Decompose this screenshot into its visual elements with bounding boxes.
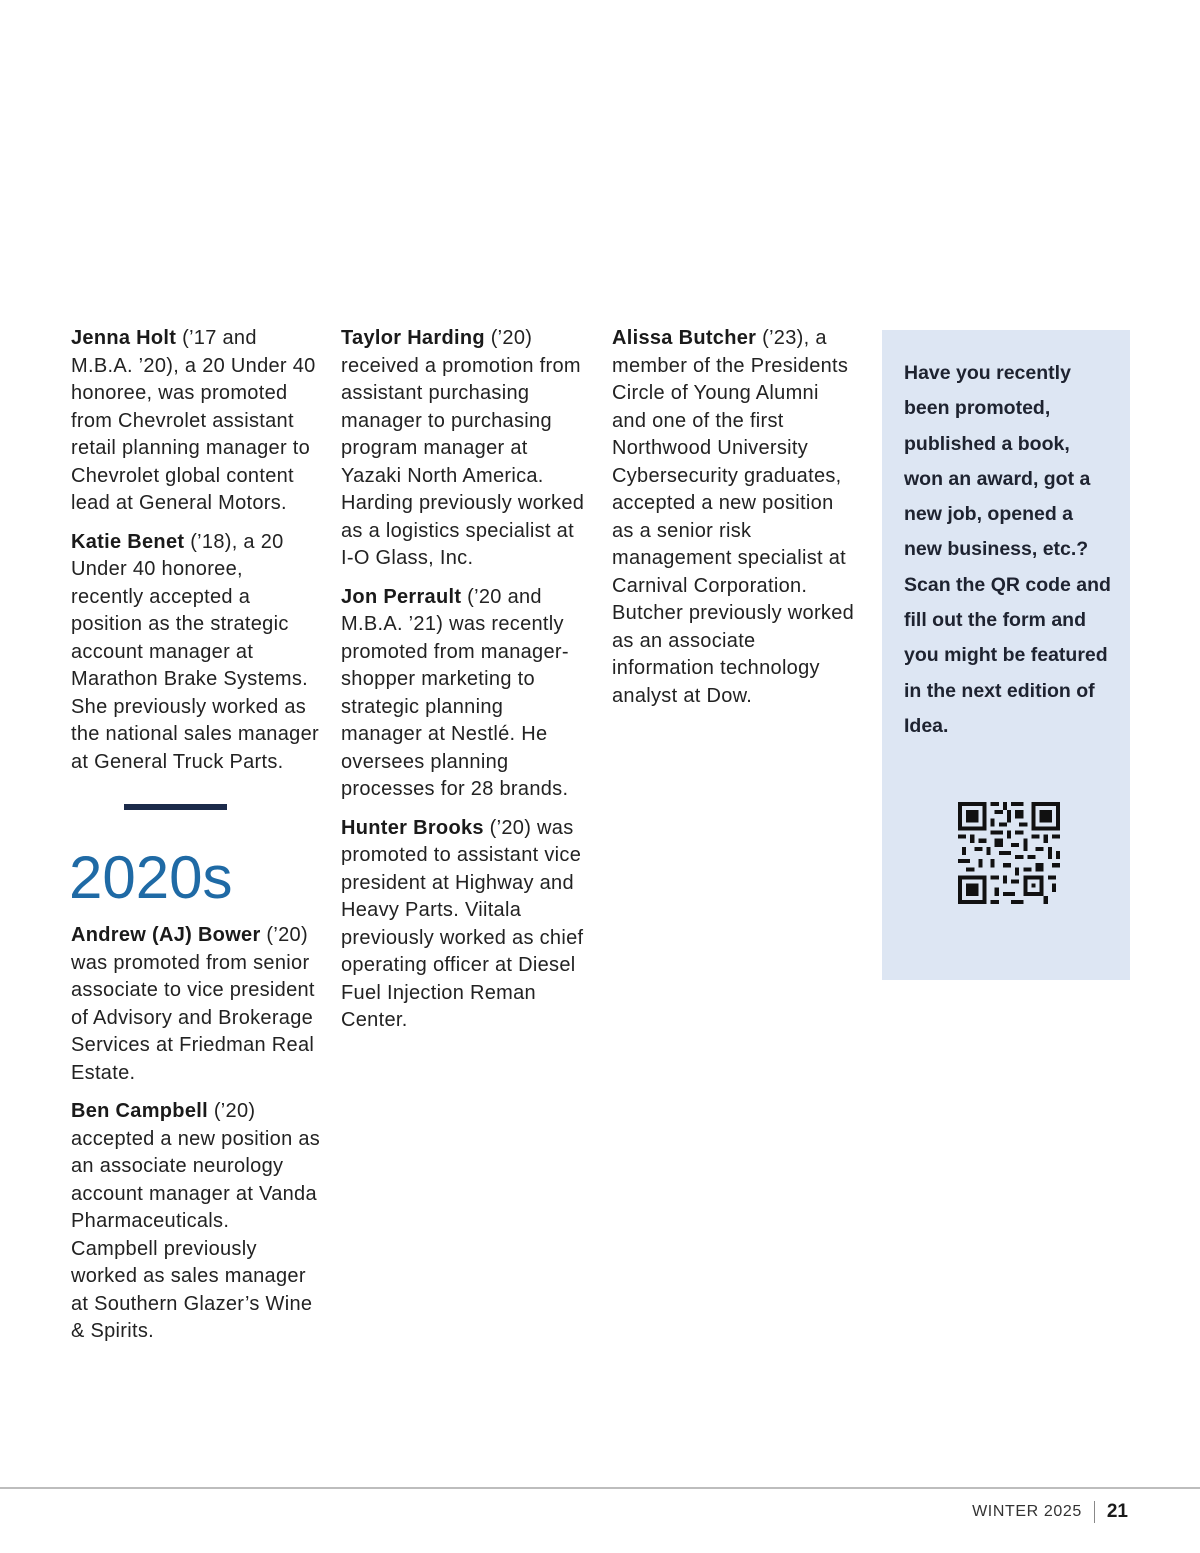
alumni-note-text: (’23), a member of the Presidents Circle of Young Alumni and one of the first Northwood University Cybersecurity graduates, accepted a new position as a senior risk management specialist at Carnival Corporation. Butcher previously worked as an associate information technology analyst at Dow.: [612, 327, 855, 707]
alumni-note-text: (’20) accepted a new position as an associate neurology account manager at Vanda Pharmaceuticals. Campbell previously worked as sales manager at Southern Glazer’s Wine & Spirits.: [71, 1100, 321, 1342]
submission-callout: [882, 330, 1130, 980]
footer-separator: [1094, 1501, 1095, 1523]
callout-text: Have you recently been promoted, published a book, won an award, got a new job, opened a new business, etc.? Scan the QR code and fill out the form and you might be featured in the next edition of Idea.: [904, 362, 1111, 737]
alumni-note-text: (’20 and M.B.A. ’21) was recently promoted from manager-shopper marketing to strategic planning manager at Nestlé. He oversees planning processes for 28 brands.: [341, 585, 569, 800]
alumni-note-text: (’17 and M.B.A. ’20), a 20 Under 40 honoree, was promoted from Chevrolet assistant retail planning manager to Chevrolet global content lead at General Motors.: [71, 327, 316, 514]
alumni-name: Jenna Holt: [71, 327, 177, 349]
alumni-note-text: (’18), a 20 Under 40 honoree, recently accepted a position as the strategic account manager at Marathon Brake Systems. She previously worked as the national sales manager at General Truck Parts.: [71, 530, 319, 773]
alumni-name: Jon Perrault: [341, 585, 462, 608]
issue-label: WINTER 2025: [972, 1503, 1082, 1520]
alumni-note: [612, 325, 857, 710]
alumni-name: Taylor Harding: [341, 327, 485, 349]
alumni-note-text: (’20) received a promotion from assistant purchasing manager to purchasing program manager at Yazaki North America. Harding previously worked as a logistics specialist at I-O Glass, Inc.: [341, 327, 585, 569]
page-footer: [972, 1500, 1128, 1524]
alumni-note: [71, 529, 321, 777]
column-2: [341, 325, 586, 1046]
alumni-note: [341, 325, 586, 573]
column-3: [612, 325, 857, 721]
section-divider: [124, 804, 227, 810]
column-1: [71, 325, 321, 1357]
alumni-name: Katie Benet: [71, 530, 185, 553]
alumni-note: [71, 922, 321, 1087]
alumni-name: Ben Campbell: [71, 1100, 208, 1122]
alumni-note: [71, 1098, 321, 1346]
alumni-note-text: (’20) was promoted from senior associate to vice president of Advisory and Brokerage Services at Friedman Real Estate.: [71, 924, 315, 1084]
alumni-note: [341, 815, 586, 1035]
alumni-note-text: (’20) was promoted to assistant vice president at Highway and Heavy Parts. Viitala previously worked as chief operating officer at Diesel Fuel Injection Reman Center.: [341, 816, 584, 1031]
alumni-note: [341, 584, 586, 804]
footer-rule: [0, 1487, 1200, 1489]
alumni-name: Andrew (AJ) Bower: [71, 924, 261, 946]
decade-heading: 2020s: [69, 844, 233, 911]
alumni-name: Alissa Butcher: [612, 327, 757, 349]
alumni-note: [71, 325, 321, 518]
alumni-name: Hunter Brooks: [341, 816, 484, 839]
qr-code-icon[interactable]: [958, 802, 1060, 904]
page-number: 21: [1106, 1501, 1128, 1522]
